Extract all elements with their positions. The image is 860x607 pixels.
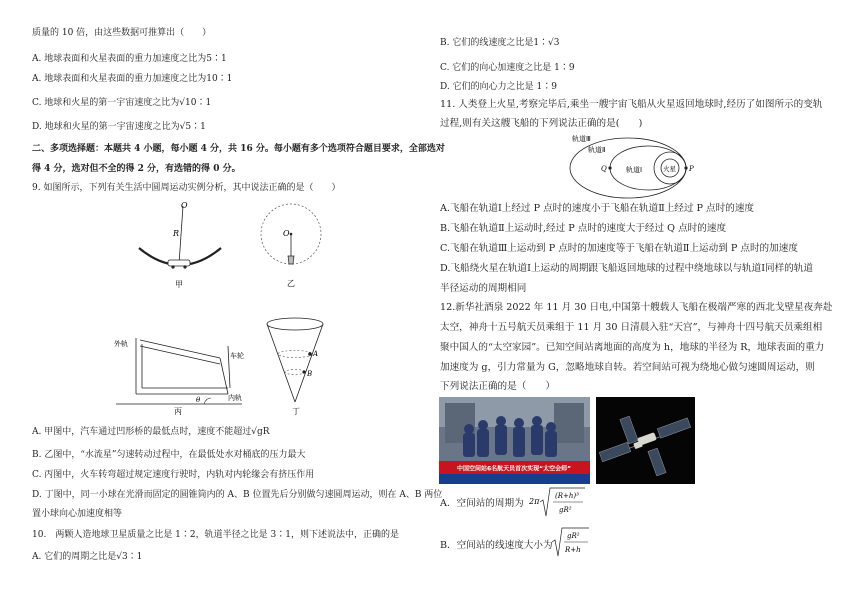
figure-jia-O-label: O xyxy=(181,201,188,210)
q8-option-a: A. 地球表面和火星表面的重力加速度之比为5∶1 xyxy=(32,54,227,64)
q11-option-b: B.飞船在轨道Ⅱ上运动时,经过 P 点时的速度大于经过 Q 点时的速度 xyxy=(440,223,727,234)
q12-stem-line2: 太空，神舟十五号航天员乘组于 11 月 30 日清晨入驻“天宫”，与神舟十四号航天员乘组相 xyxy=(440,322,823,333)
q10-option-a: A. 它们的周期之比是√3∶1 xyxy=(32,552,143,562)
section2-heading-line1: 二、多项选择题：本题共 4 小题，每小题 4 分，共 16 分。每小题有多个选项符合题目要求，全部选对 xyxy=(32,144,445,154)
q9-option-b: B. 乙图中，“水流星”匀速转动过程中，在最低处水对桶底的压力最大 xyxy=(32,450,306,460)
q11-stem-line1: 11. 人类登上火星,考察完毕后,乘坐一艘宇宙飞船从火星返回地球时,经历了如图所示的变轨 xyxy=(440,99,823,110)
figure-yi-caption: 乙 xyxy=(287,279,295,288)
photo-caption: 中国空间站6名航天员首次实现“太空会师” xyxy=(456,465,572,473)
figure-bing-inner-rail-label: 内轨 xyxy=(228,394,242,402)
figure-ding-B-label: B xyxy=(307,370,313,378)
q12-option-b: B．空间站的线速度大小为 xyxy=(440,540,553,551)
orbit-label-2: 轨道Ⅱ xyxy=(588,146,606,154)
q12-stem-line4: 加速度为 g，引力常量为 G，忽略地球自转。若空间站可视为绕地心做匀速圆周运动，则 xyxy=(440,362,815,373)
figure-bing xyxy=(110,316,250,416)
figure-yi-O-label: O xyxy=(283,229,290,238)
section2-heading-line2: 得 4 分，选对但不全的得 2 分，有选错的得 0 分。 xyxy=(32,164,241,174)
q12-option-a: A．空间站的周期为 xyxy=(440,498,524,509)
q12-option-b-formula xyxy=(551,526,591,560)
figure-bing-caption: 丙 xyxy=(174,407,182,416)
q12-stem-line5: 下列说法正确的是（ ） xyxy=(440,381,556,392)
q9-option-d-line1: D. 丁图中，同一小球在光滑而固定的圆锥筒内的 A、B 位置先后分别做匀速圆周运动，则在 A、B 两位 xyxy=(32,490,443,500)
figure-bing-outer-rail-label: 外轨 xyxy=(114,340,128,348)
q12-stem-line3: 聚中国人的“太空家园”。已知空间站离地面的高度为 h，地球的半径为 R，地球表面的重力 xyxy=(440,342,825,353)
svg-text:gR²: gR² xyxy=(559,506,572,514)
svg-text:gR²: gR² xyxy=(567,532,580,540)
figure-bing-theta-label: θ xyxy=(196,396,201,404)
figure-ding-A-label: A xyxy=(313,350,319,358)
q11-stem-line2: 过程,则有关这艘飞船的下列说法正确的是( ) xyxy=(440,118,643,129)
orbit-label-1: 轨道Ⅰ xyxy=(626,166,643,174)
orbit-figure xyxy=(566,130,716,200)
q9-option-c: C. 丙图中，火车转弯超过规定速度行驶时，内轨对内轮缘会有挤压作用 xyxy=(32,470,315,480)
q11-option-d-line2: 半径运动的周期相同 xyxy=(440,283,527,294)
space-station-photo xyxy=(596,397,695,484)
astronauts-photo xyxy=(439,397,590,484)
orbit-Q-label: Q xyxy=(601,165,607,173)
q11-option-d-line1: D.飞船绕火星在轨道Ⅰ上运动的周期跟飞船返回地球的过程中绕地球以与轨道Ⅰ同样的轨道 xyxy=(440,263,813,274)
figure-jia-caption: 甲 xyxy=(175,280,183,289)
q8-option-d: D. 地球和火星的第一宇宙速度之比为√5∶1 xyxy=(32,122,206,132)
q9-option-d-line2: 置小球向心加速度相等 xyxy=(32,509,123,519)
q10-option-d: D. 它们的向心力之比是 1∶9 xyxy=(440,82,557,92)
q9-option-a: A. 甲图中，汽车通过凹形桥的最低点时，速度不能超过√gR xyxy=(32,427,270,437)
figure-yi xyxy=(255,198,330,290)
q8-option-c: C. 地球和火星的第一宇宙速度之比为√10∶1 xyxy=(32,98,212,108)
figure-jia-R-label: R xyxy=(173,229,180,238)
figure-ding-caption: 丁 xyxy=(292,407,300,416)
q8-intro: 质量的 10 倍，由这些数据可推算出（ ） xyxy=(32,28,212,38)
q10-option-b: B. 它们的线速度之比是1∶√3 xyxy=(440,38,560,48)
q10-option-c: C. 它们的向心加速度之比是 1∶9 xyxy=(440,63,575,73)
svg-text:(R+h)³: (R+h)³ xyxy=(555,492,579,500)
mars-label: 火星 xyxy=(663,165,676,173)
figure-jia xyxy=(135,200,225,290)
q11-option-c: C.飞船在轨道Ⅲ上运动到 P 点时的加速度等于飞船在轨道Ⅱ上运动到 P 点时的加速度 xyxy=(440,243,798,254)
q11-option-a: A.飞船在轨道Ⅰ上经过 P 点时的速度小于飞船在轨道Ⅱ上经过 P 点时的速度 xyxy=(440,203,755,214)
svg-text:2π: 2π xyxy=(529,497,540,506)
q9-stem: 9. 如图所示，下列有关生活中圆周运动实例分析，其中说法正确的是（ ） xyxy=(32,183,341,193)
svg-text:R+h: R+h xyxy=(565,546,581,554)
orbit-label-3: 轨道Ⅲ xyxy=(572,135,591,143)
figure-ding xyxy=(262,314,328,416)
figure-bing-wheel-label: 车轮 xyxy=(230,352,244,360)
q10-stem: 10. 两颗人造地球卫星质量之比是 1∶2，轨道半径之比是 3∶1，则下述说法中，正确的是 xyxy=(32,530,399,540)
orbit-P-label: P xyxy=(689,165,694,173)
q8-option-b: A. 地球表面和火星表面的重力加速度之比为10∶1 xyxy=(32,74,233,84)
q12-stem-line1: 12.新华社酒泉 2022 年 11 月 30 日电,中国第十艘载人飞船在极端严寒的西北戈壁星夜奔赴 xyxy=(440,302,833,313)
q12-option-a-formula xyxy=(529,486,587,520)
